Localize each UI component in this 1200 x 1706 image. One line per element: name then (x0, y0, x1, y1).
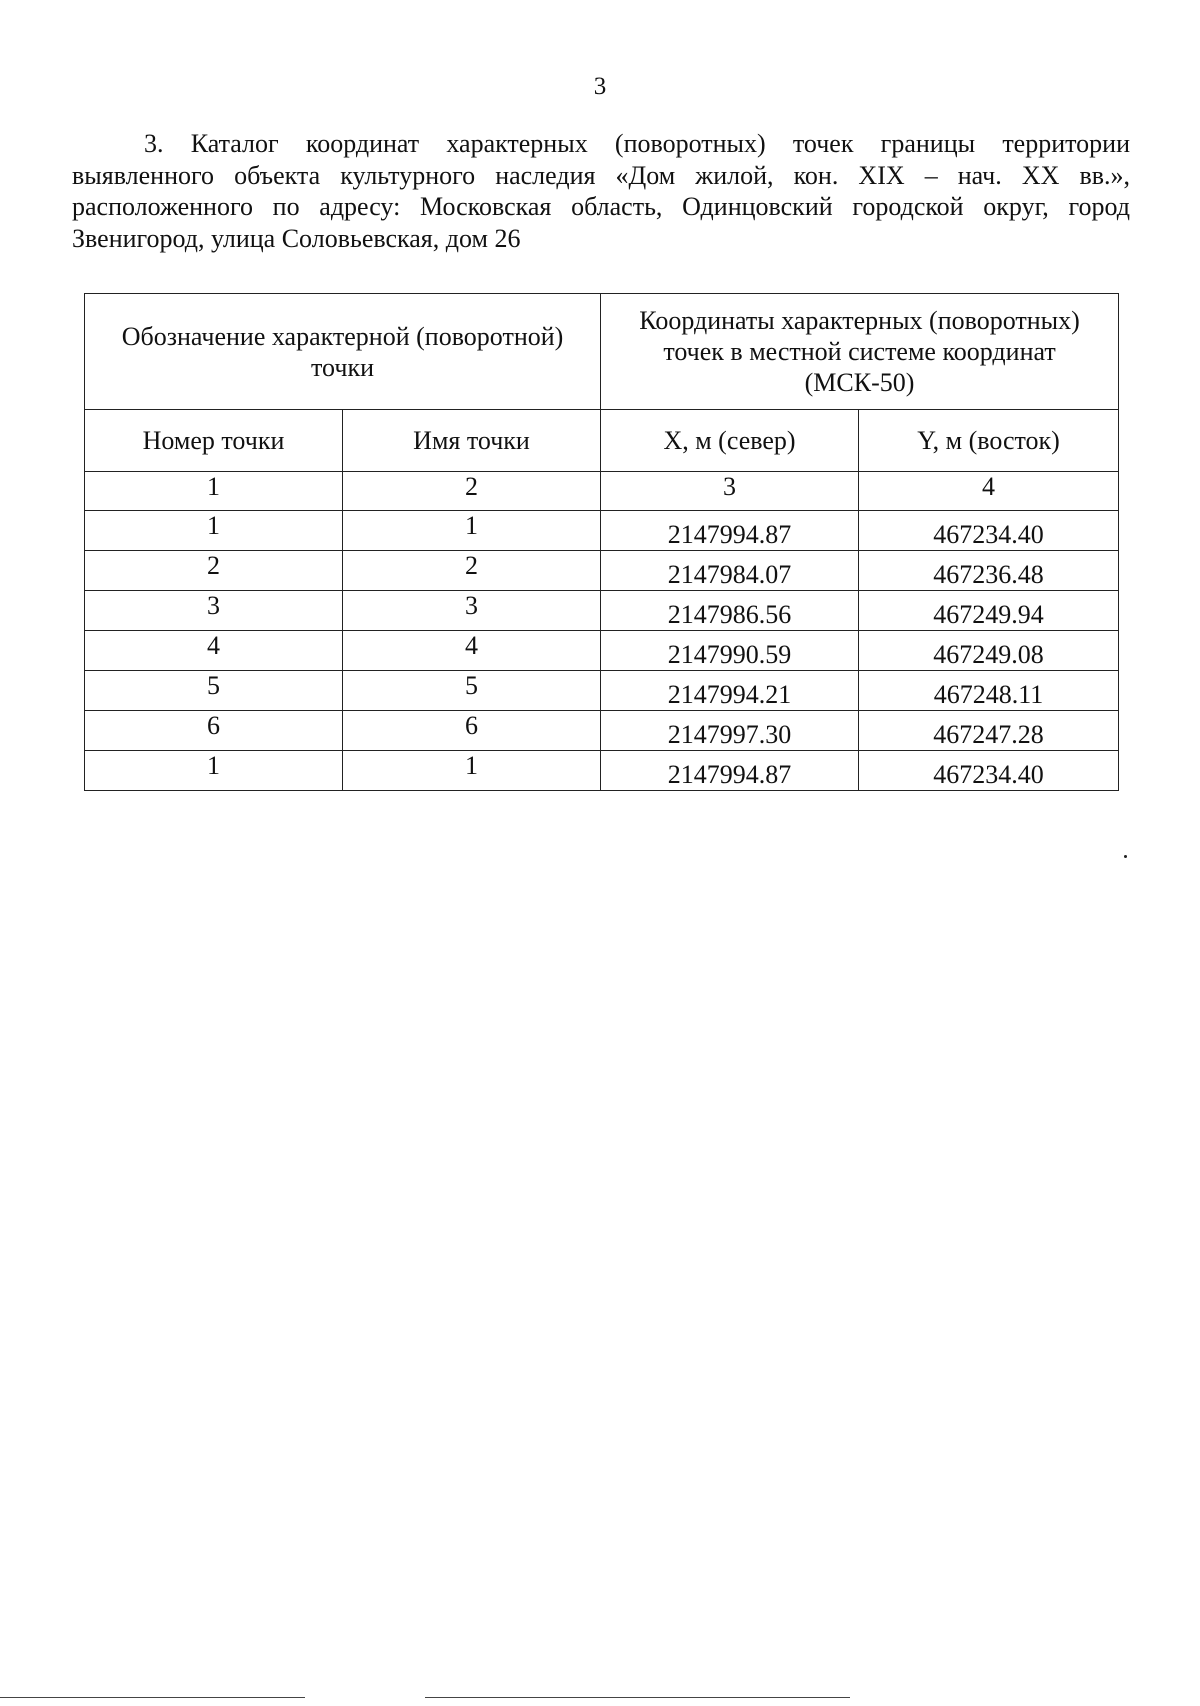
table-row (85, 511, 1119, 551)
point-name-cell: 4 (343, 631, 601, 671)
footer-rule (425, 1697, 850, 1698)
point-name-cell: 6 (343, 711, 601, 751)
x-coordinate-cell: 2147994.21 (601, 671, 859, 711)
column-number: 3 (601, 472, 859, 511)
point-number-cell: 3 (85, 591, 343, 631)
y-coordinate-cell: 467234.40 (859, 511, 1119, 551)
column-number: 2 (343, 472, 601, 511)
x-coordinate-cell: 2147990.59 (601, 631, 859, 671)
y-coordinate-cell: 467247.28 (859, 711, 1119, 751)
table-row (85, 591, 1119, 631)
column-number: 4 (859, 472, 1119, 511)
x-coordinate-cell: 2147984.07 (601, 551, 859, 591)
footer-rule (0, 1697, 305, 1698)
point-name-cell: 1 (343, 511, 601, 551)
table-row (85, 671, 1119, 711)
column-header-y: Y, м (восток) (859, 410, 1119, 472)
table-row (85, 631, 1119, 671)
column-number-row (85, 472, 1119, 511)
point-number-cell: 2 (85, 551, 343, 591)
column-number: 1 (85, 472, 343, 511)
y-coordinate-cell: 467248.11 (859, 671, 1119, 711)
catalog-heading: 3. Каталог координат характерных (поворотных) точек границы территории выявленного объекта культурного наследия «Дом жилой, кон. XIX – нач. XX вв.», расположенного по адресу: Московская область, Одинцовский городской округ, город Звенигород, улица Соловьевская, дом 26 (72, 129, 1130, 253)
point-number-cell: 6 (85, 711, 343, 751)
point-number-cell: 1 (85, 511, 343, 551)
designation-group-header: Обозначение характерной (поворотной) точки (85, 294, 601, 410)
table-row (85, 711, 1119, 751)
column-header-row (85, 410, 1119, 472)
y-coordinate-cell: 467234.40 (859, 751, 1119, 791)
scan-speck (1124, 855, 1127, 858)
point-name-cell: 1 (343, 751, 601, 791)
point-number-cell: 4 (85, 631, 343, 671)
table-row (85, 551, 1119, 591)
column-header-x: X, м (север) (601, 410, 859, 472)
table-row (85, 751, 1119, 791)
point-number-cell: 5 (85, 671, 343, 711)
y-coordinate-cell: 467249.08 (859, 631, 1119, 671)
point-number-cell: 1 (85, 751, 343, 791)
column-header-point-name: Имя точки (343, 410, 601, 472)
point-name-cell: 3 (343, 591, 601, 631)
group-header-row (85, 294, 1119, 410)
x-coordinate-cell: 2147994.87 (601, 751, 859, 791)
x-coordinate-cell: 2147986.56 (601, 591, 859, 631)
column-header-point-number: Номер точки (85, 410, 343, 472)
coordinates-group-header: Координаты характерных (поворотных) точек в местной системе координат (МСК-50) (601, 294, 1119, 410)
x-coordinate-cell: 2147994.87 (601, 511, 859, 551)
y-coordinate-cell: 467249.94 (859, 591, 1119, 631)
point-name-cell: 2 (343, 551, 601, 591)
x-coordinate-cell: 2147997.30 (601, 711, 859, 751)
point-name-cell: 5 (343, 671, 601, 711)
coordinates-table (84, 293, 1119, 791)
y-coordinate-cell: 467236.48 (859, 551, 1119, 591)
page-number: 3 (593, 73, 607, 100)
